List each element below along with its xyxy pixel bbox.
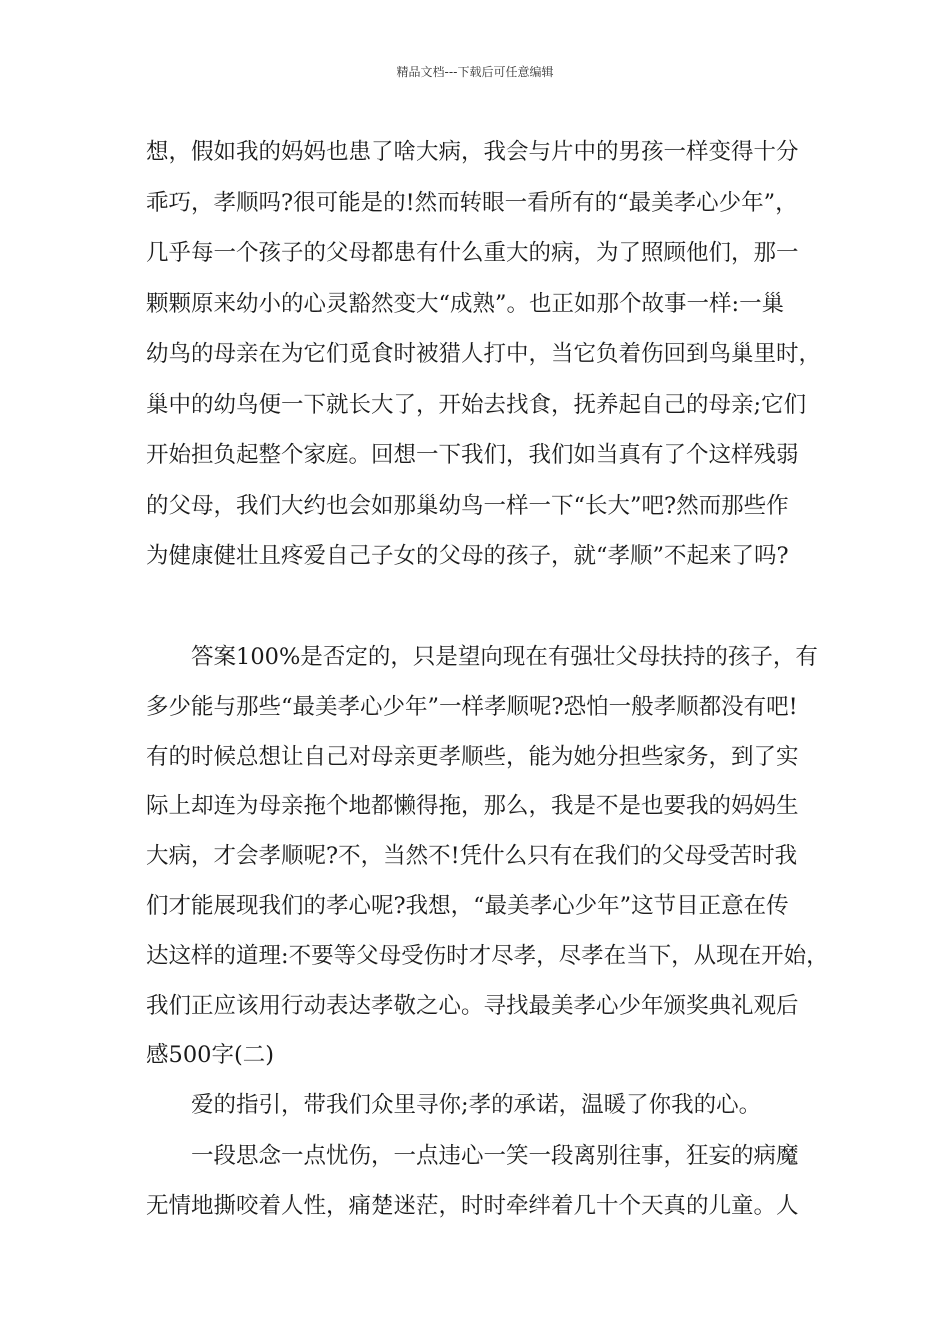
text-line: 无情地撕咬着人性，痛楚迷茫，时时牵绊着几十个天真的儿童。人 xyxy=(146,1193,799,1220)
text-line: 答案100%是否定的，只是望向现在有强壮父母扶持的孩子，有 xyxy=(191,644,818,670)
text-line: 我们正应该用行动表达孝敬之心。寻找最美孝心少年颁奖典礼观后 xyxy=(146,992,799,1019)
document-body xyxy=(146,133,829,1238)
text-line: 达这样的道理:不要等父母受伤时才尽孝，尽孝在当下，从现在开始， xyxy=(146,942,829,969)
text-line: 一段思念一点忧伤，一点违心一笑一段离别往事，狂妄的病魔 xyxy=(191,1142,799,1169)
text-line: 际上却连为母亲拖个地都懒得拖，那么，我是不是也要我的妈妈生 xyxy=(146,793,799,820)
paragraph-gap xyxy=(146,588,816,639)
text-line: 们才能展现我们的孝心呢?我想，“最美孝心少年”这节目正意在传 xyxy=(146,892,789,919)
paragraph-3 xyxy=(146,1086,816,1137)
text-line: 有的时候总想让自己对母亲更孝顺些，能为她分担些家务，到了实 xyxy=(146,743,799,770)
text-line: 爱的指引，带我们众里寻你;孝的承诺，温暖了你我的心。 xyxy=(191,1092,762,1119)
text-line: 多少能与那些“最美孝心少年”一样孝顺呢?恐怕一般孝顺都没有吧! xyxy=(146,693,798,720)
paragraph-2 xyxy=(146,638,829,1086)
text-line: 开始担负起整个家庭。回想一下我们，我们如当真有了个这样残弱 xyxy=(146,442,799,468)
text-line: 想，假如我的妈妈也患了啥大病，我会与片中的男孩一样变得十分 xyxy=(146,139,799,165)
text-line: 巢中的幼鸟便一下就长大了，开始去找食，抚养起自己的母亲;它们 xyxy=(146,391,807,418)
paragraph-1 xyxy=(146,133,822,588)
text-line: 乖巧，孝顺吗?很可能是的!然而转眼一看所有的“最美孝心少年”， xyxy=(146,189,798,216)
text-line: 为健康健壮且疼爱自己子女的父母的孩子，就“孝顺”不起来了吗? xyxy=(146,543,789,569)
text-line: 的父母，我们大约也会如那巢幼鸟一样一下“长大”吧?然而那些作 xyxy=(146,492,789,519)
text-line: 几乎每一个孩子的父母都患有什么重大的病，为了照顾他们，那一 xyxy=(146,240,799,266)
paragraph-4 xyxy=(146,1137,816,1238)
text-line: 感500字(二) xyxy=(146,1042,275,1069)
text-line: 颗颗原来幼小的心灵豁然变大“成熟”。也正如那个故事一样:一巢 xyxy=(146,290,785,317)
text-line: 大病，才会孝顺呢?不，当然不!凭什么只有在我们的父母受苦时我 xyxy=(146,843,798,870)
text-line: 幼鸟的母亲在为它们觅食时被猎人打中，当它负着伤回到鸟巢里时， xyxy=(146,341,822,367)
page-header: 精品文档---下载后可任意编辑 xyxy=(396,65,554,79)
